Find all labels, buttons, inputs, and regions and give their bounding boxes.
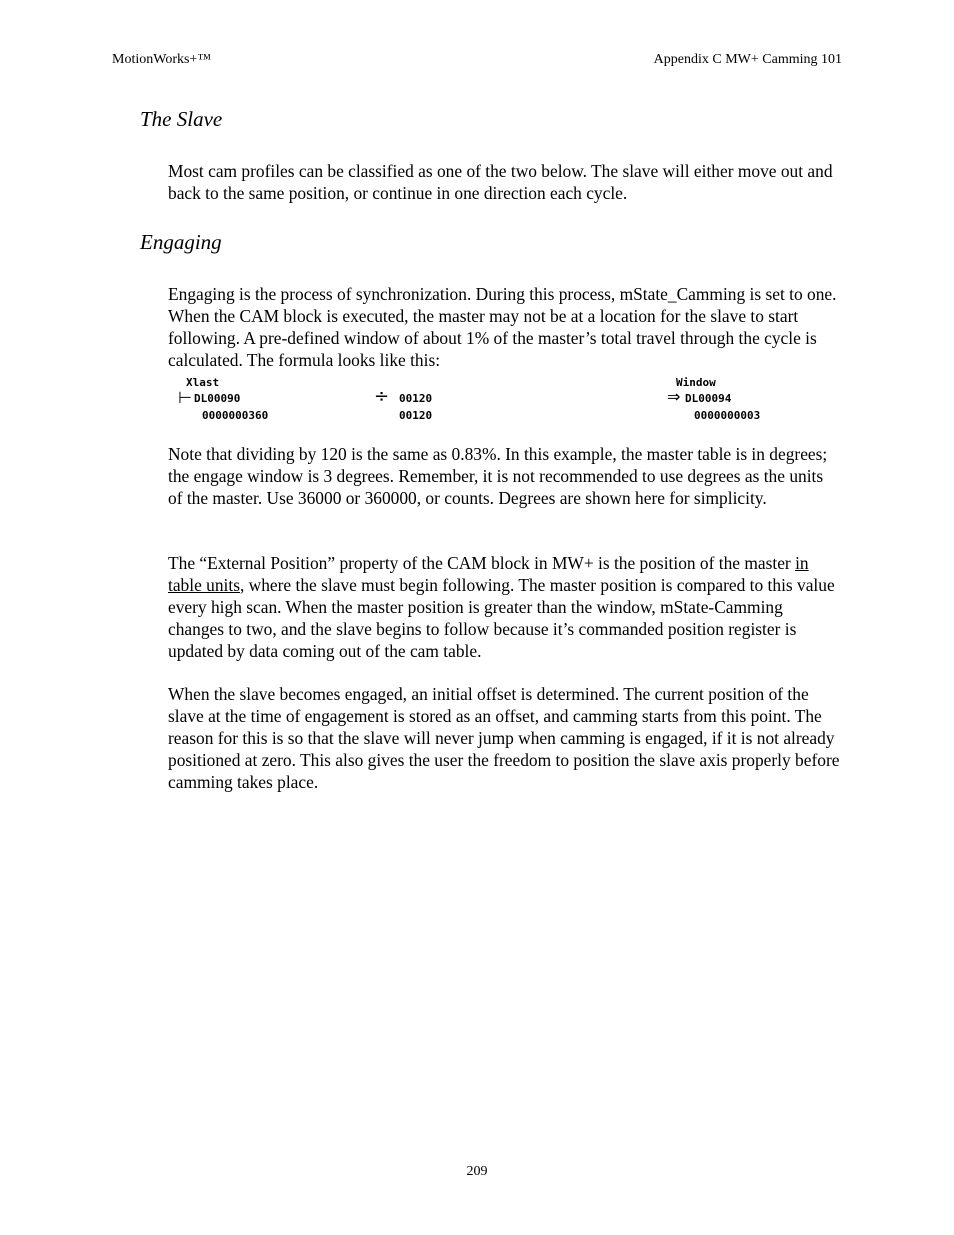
formula-divisor-constant: 00120 <box>399 392 433 405</box>
paragraph-engaging-1: Engaging is the process of synchronization. During this process, mState_Camming is set to one. When the CAM block is executed, the master may not be at a location for the slave to start following. A pre-defined window of about 1% of the master’s total travel through the cycle is calculated. The formula looks like this: <box>168 284 837 370</box>
table-units-underlined: in table units <box>168 553 809 595</box>
paragraph-engaging-2: Note that dividing by 120 is the same as 0.83%. In this example, the master table is in degrees; the engage window is 3 degrees. Remember, it is not recommended to use degrees as the units of the master. Use 36000 or 360000, or counts. Degrees are shown here for simplicity. <box>168 444 828 508</box>
formula-right-value: 0000000003 <box>694 409 761 422</box>
header-right: Appendix C MW+ Camming 101 <box>653 52 842 67</box>
paragraph-3-end: , where the slave must begin following. The master position is compared to this value every high scan. When the master position is greater than the window, mState-Camming changes to two, and the slave begins to follow because it’s commanded position register is updated by data coming out of the cam table. <box>168 575 835 661</box>
paragraph-engaging-3 <box>168 552 840 662</box>
output-arrow-icon: ⇒ <box>667 387 681 406</box>
formula-right-label: Window <box>676 376 716 389</box>
formula-left-value: 0000000360 <box>202 409 269 422</box>
paragraph-engaging-4: When the slave becomes engaged, an initial offset is determined. The current position of the slave at the time of engagement is stored as an offset, and camming starts from this point. The reason for this is so that the slave will never jump when camming is engaged, if it is not already positioned at zero. This also gives the user the freedom to position the slave axis properly before camming takes place. <box>168 684 840 792</box>
formula-left-register: DL00090 <box>194 392 241 405</box>
contact-symbol-icon: ⊢ <box>178 388 192 407</box>
formula-right-register: DL00094 <box>685 392 732 405</box>
formula-left-label: Xlast <box>186 376 220 389</box>
page-number: 209 <box>466 1164 488 1179</box>
heading-the-slave: The Slave <box>140 107 223 131</box>
formula-ladder <box>168 374 848 428</box>
paragraph-3-start: The “External Position” property of the CAM block in MW+ is the position of the master <box>168 553 796 573</box>
divide-icon: ÷ <box>374 386 390 407</box>
paragraph-slave: Most cam profiles can be classified as one of the two below. The slave will either move out and back to the same position, or continue in one direction each cycle. <box>168 161 833 203</box>
formula-divisor-value: 00120 <box>399 409 433 422</box>
heading-engaging: Engaging <box>140 230 222 254</box>
header-left: MotionWorks+™ <box>112 52 212 67</box>
